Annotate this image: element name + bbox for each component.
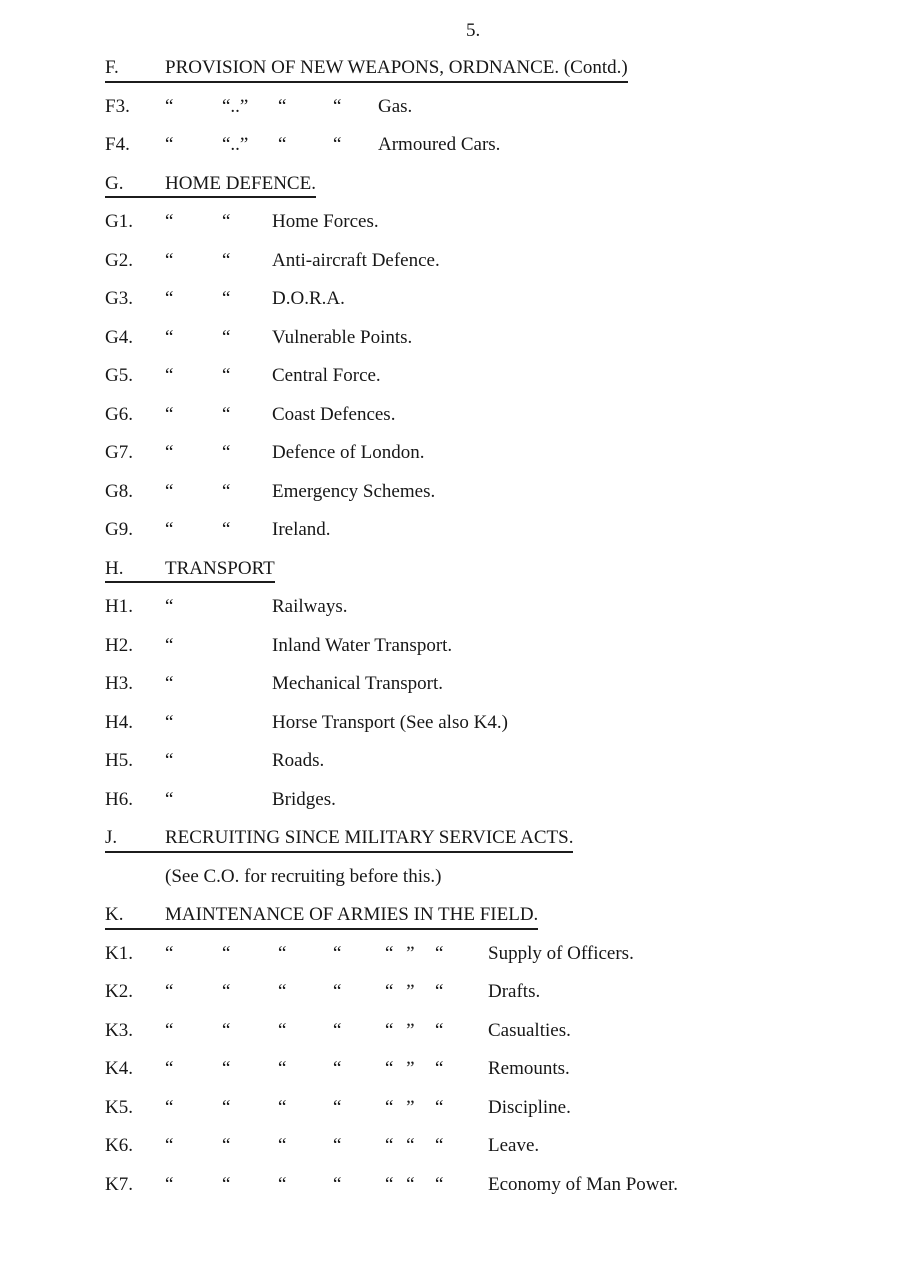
ditto-mark: “ xyxy=(333,1058,342,1079)
ditto-mark: “ xyxy=(222,211,231,232)
section-title: TRANSPORT xyxy=(165,557,275,579)
ditto-mark: “ xyxy=(333,1019,342,1041)
ditto-mark: “ xyxy=(165,750,174,771)
section-title: HOME DEFENCE. xyxy=(165,172,316,194)
entry-label: K2. xyxy=(105,981,133,1002)
ditto-mark: “ xyxy=(222,1173,231,1195)
ditto-mark: “ xyxy=(278,981,287,1002)
index-row-F3 xyxy=(105,96,875,135)
ditto-mark: “ xyxy=(222,442,231,463)
ditto-mark: “ xyxy=(435,1019,444,1041)
ditto-mark: “ xyxy=(222,480,231,502)
entry-label: F3. xyxy=(105,95,130,117)
index-row-G3 xyxy=(105,288,875,327)
section-note: (See C.O. for recruiting before this.) xyxy=(165,865,442,887)
section-title: PROVISION OF NEW WEAPONS, ORDNANCE. (Contd.) xyxy=(165,57,628,78)
section-G xyxy=(105,173,875,558)
entry-label: H4. xyxy=(105,711,133,733)
ditto-mark: “ xyxy=(278,1173,287,1195)
index-row-K4 xyxy=(105,1058,875,1097)
entry-title: Inland Water Transport. xyxy=(272,634,453,656)
ditto-mark: “ xyxy=(435,1058,444,1079)
index-row-G1 xyxy=(105,211,875,250)
ditto-mark: “ ” xyxy=(385,981,415,1002)
entry-title: Horse Transport (See also K4.) xyxy=(272,711,508,733)
ditto-mark: “ xyxy=(165,480,174,502)
ditto-mark: “ xyxy=(222,942,231,964)
ditto-mark: “ xyxy=(278,95,287,117)
ditto-mark: “ xyxy=(278,942,287,964)
entry-label: G6. xyxy=(105,403,133,425)
entry-label: H3. xyxy=(105,673,133,694)
heading-underline xyxy=(105,828,573,853)
ditto-mark: “ xyxy=(333,1173,342,1195)
entry-label: G4. xyxy=(105,326,133,348)
ditto-mark: “ ” xyxy=(385,1058,415,1079)
section-heading-H xyxy=(105,558,875,597)
section-F xyxy=(105,57,875,173)
entry-title: Roads. xyxy=(272,750,325,771)
section-letter: K. xyxy=(105,904,124,925)
index-row-K3 xyxy=(105,1020,875,1059)
heading-underline xyxy=(105,174,316,199)
entry-title: Leave. xyxy=(488,1135,540,1156)
ditto-mark: “ xyxy=(435,942,444,964)
ditto-mark: “ xyxy=(165,981,174,1002)
entry-title: Supply of Officers. xyxy=(488,942,634,964)
ditto-mark: “ xyxy=(333,1135,342,1156)
index-row-K5 xyxy=(105,1097,875,1136)
entry-title: Remounts. xyxy=(488,1058,570,1079)
ditto-mark: “ xyxy=(435,1135,444,1156)
ditto-mark: “ xyxy=(333,1096,342,1118)
ditto-mark: “ xyxy=(278,1096,287,1118)
ditto-mark: “ xyxy=(222,288,231,309)
section-letter: J. xyxy=(105,827,118,848)
section-letter: H. xyxy=(105,557,124,579)
ditto-mark: “ xyxy=(435,981,444,1002)
ditto-mark: “ xyxy=(222,1019,231,1041)
heading-underline xyxy=(105,559,275,584)
ditto-mark: “ xyxy=(222,326,231,348)
ditto-mark: “ ” xyxy=(385,942,415,964)
ditto-mark: “ xyxy=(165,1173,174,1195)
ditto-mark: “ xyxy=(165,942,174,964)
entry-label: K7. xyxy=(105,1173,133,1195)
entry-title: D.O.R.A. xyxy=(272,288,345,309)
section-heading-K xyxy=(105,904,875,943)
page-number: 5. xyxy=(466,20,481,41)
entry-label: H2. xyxy=(105,634,133,656)
ditto-mark: “ xyxy=(165,211,174,232)
index-row-H1 xyxy=(105,596,875,635)
ditto-mark: “ xyxy=(165,403,174,425)
heading-underline xyxy=(105,905,538,930)
index-row-G7 xyxy=(105,442,875,481)
ditto-mark: “ xyxy=(165,1096,174,1118)
index-row-K1 xyxy=(105,943,875,982)
ditto-mark: “ xyxy=(333,942,342,964)
ditto-mark: “ xyxy=(165,673,174,694)
ditto-mark: “ xyxy=(165,134,174,155)
index-row-G4 xyxy=(105,327,875,366)
section-letter: G. xyxy=(105,172,124,194)
entry-label: G3. xyxy=(105,288,133,309)
entry-label: G7. xyxy=(105,442,133,463)
index-row-H6 xyxy=(105,789,875,828)
ditto-mark: “ xyxy=(165,596,174,617)
index-row-H2 xyxy=(105,635,875,674)
entry-label: H5. xyxy=(105,750,133,771)
index-row-G2 xyxy=(105,250,875,289)
index-list xyxy=(105,57,875,1212)
index-row-H4 xyxy=(105,712,875,751)
ditto-mark: “ xyxy=(222,981,231,1002)
ditto-mark: “ xyxy=(435,1096,444,1118)
entry-title: Economy of Man Power. xyxy=(488,1173,678,1195)
index-row-K2 xyxy=(105,981,875,1020)
ditto-mark: “ xyxy=(278,1135,287,1156)
index-row-F4 xyxy=(105,134,875,173)
entry-title: Central Force. xyxy=(272,365,381,386)
entry-label: G9. xyxy=(105,519,133,540)
entry-title: Home Forces. xyxy=(272,211,379,232)
entry-title: Mechanical Transport. xyxy=(272,673,443,694)
ditto-mark: “..” xyxy=(222,95,249,117)
ditto-mark: “ xyxy=(165,1019,174,1041)
entry-label: K4. xyxy=(105,1058,133,1079)
ditto-mark: “ xyxy=(333,95,342,117)
ditto-mark: “ xyxy=(333,134,342,155)
entry-title: Railways. xyxy=(272,596,348,617)
entry-title: Armoured Cars. xyxy=(378,134,501,155)
ditto-mark: “ xyxy=(165,519,174,540)
ditto-mark: “ xyxy=(165,1058,174,1079)
ditto-mark: “ xyxy=(165,711,174,733)
ditto-mark: “ xyxy=(222,365,231,386)
index-row-H5 xyxy=(105,750,875,789)
index-row-G6 xyxy=(105,404,875,443)
index-row-H3 xyxy=(105,673,875,712)
ditto-mark: “ xyxy=(278,134,287,155)
ditto-mark: “ xyxy=(278,1019,287,1041)
section-heading-J xyxy=(105,827,875,866)
entry-label: G2. xyxy=(105,249,133,271)
entry-title: Drafts. xyxy=(488,981,541,1002)
heading-underline xyxy=(105,58,628,83)
index-row-K7 xyxy=(105,1174,875,1213)
ditto-mark: “ xyxy=(165,95,174,117)
entry-label: G1. xyxy=(105,211,133,232)
ditto-mark: “ xyxy=(222,249,231,271)
ditto-mark: “ xyxy=(165,288,174,309)
entry-title: Defence of London. xyxy=(272,442,425,463)
section-K xyxy=(105,904,875,1212)
section-J xyxy=(105,827,875,904)
ditto-mark: “ xyxy=(222,403,231,425)
entry-title: Vulnerable Points. xyxy=(272,326,413,348)
entry-title: Gas. xyxy=(378,95,413,117)
ditto-mark: “ xyxy=(222,1135,231,1156)
ditto-mark: “ xyxy=(278,1058,287,1079)
ditto-mark: “ xyxy=(435,1173,444,1195)
ditto-mark: “ xyxy=(165,249,174,271)
ditto-mark: “ xyxy=(222,1058,231,1079)
entry-label: F4. xyxy=(105,134,130,155)
ditto-mark: “ xyxy=(165,442,174,463)
entry-title: Coast Defences. xyxy=(272,403,396,425)
entry-title: Bridges. xyxy=(272,788,336,810)
ditto-mark: “ “ xyxy=(385,1135,415,1156)
ditto-mark: “ “ xyxy=(385,1173,415,1195)
entry-label: G5. xyxy=(105,365,133,386)
section-heading-F xyxy=(105,57,875,96)
section-H xyxy=(105,558,875,828)
ditto-mark: “ xyxy=(165,326,174,348)
section-note-row xyxy=(105,866,875,905)
section-title: RECRUITING SINCE MILITARY SERVICE ACTS. xyxy=(165,827,574,848)
ditto-mark: “ xyxy=(165,788,174,810)
section-heading-G xyxy=(105,173,875,212)
ditto-mark: “ xyxy=(222,1096,231,1118)
ditto-mark: “ xyxy=(165,365,174,386)
entry-title: Anti-aircraft Defence. xyxy=(272,249,440,271)
index-row-K6 xyxy=(105,1135,875,1174)
index-row-G9 xyxy=(105,519,875,558)
entry-title: Ireland. xyxy=(272,519,331,540)
ditto-mark: “ xyxy=(165,634,174,656)
index-row-G5 xyxy=(105,365,875,404)
ditto-mark: “ ” xyxy=(385,1019,415,1041)
index-row-G8 xyxy=(105,481,875,520)
ditto-mark: “..” xyxy=(222,134,249,155)
entry-label: H1. xyxy=(105,596,133,617)
entry-label: K1. xyxy=(105,942,133,964)
ditto-mark: “ ” xyxy=(385,1096,415,1118)
section-letter: F. xyxy=(105,57,119,78)
entry-label: G8. xyxy=(105,480,133,502)
ditto-mark: “ xyxy=(222,519,231,540)
entry-label: K3. xyxy=(105,1019,133,1041)
entry-label: H6. xyxy=(105,788,133,810)
entry-title: Emergency Schemes. xyxy=(272,480,436,502)
entry-label: K6. xyxy=(105,1135,133,1156)
section-title: MAINTENANCE OF ARMIES IN THE FIELD. xyxy=(165,904,539,925)
ditto-mark: “ xyxy=(333,981,342,1002)
entry-title: Casualties. xyxy=(488,1019,571,1041)
entry-label: K5. xyxy=(105,1096,133,1118)
ditto-mark: “ xyxy=(165,1135,174,1156)
entry-title: Discipline. xyxy=(488,1096,571,1118)
